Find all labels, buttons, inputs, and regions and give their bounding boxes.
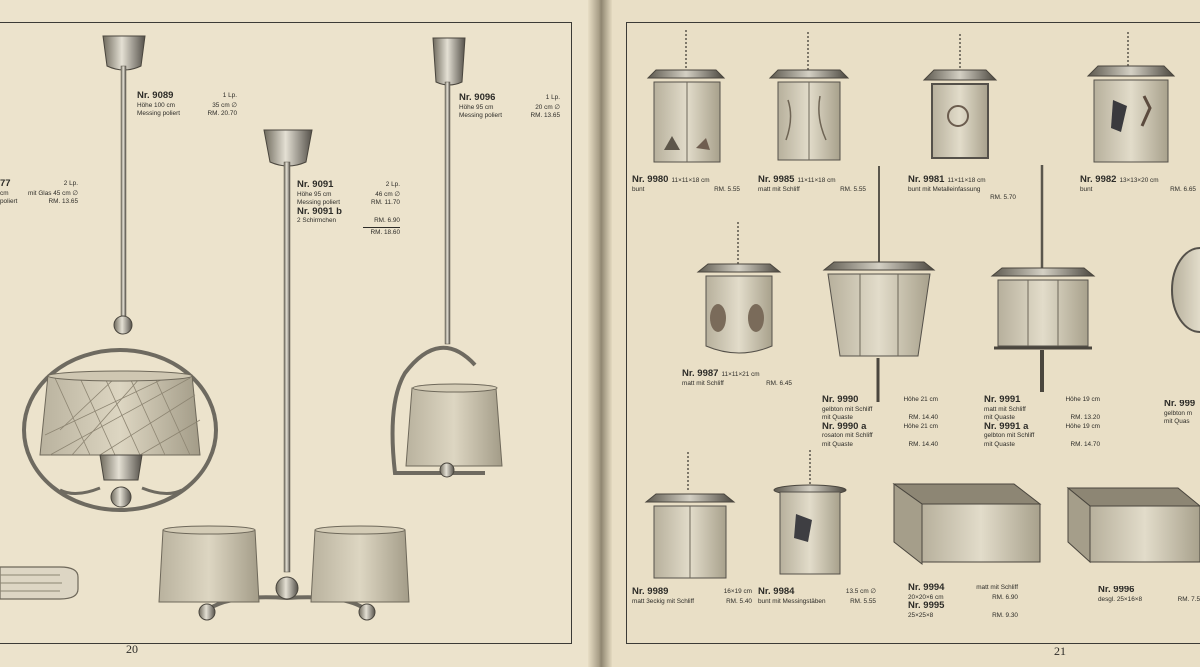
- height-spec: Höhe 21 cm: [903, 422, 938, 430]
- item-number: 77: [0, 178, 11, 189]
- size-spec: 13×13×20 cm: [1119, 177, 1159, 184]
- partial-lamp-illustration: [0, 567, 78, 599]
- price: RM. 14.40: [908, 440, 938, 448]
- variant-spec: 2 Schirmchen: [297, 217, 337, 225]
- book-gutter: [588, 0, 612, 667]
- description: gelbton mit Schliff: [822, 405, 873, 413]
- item-number: Nr. 999: [1164, 400, 1196, 409]
- caption-9991: [984, 396, 1100, 450]
- caption-9096: [459, 94, 560, 121]
- item-number: Nr. 9984: [758, 586, 795, 597]
- description: gelbton m: [1164, 409, 1193, 417]
- diameter-spec: 46 cm ∅: [375, 190, 400, 198]
- diameter-spec: 20 cm ∅: [535, 103, 560, 111]
- size-spec: 11×11×18 cm: [947, 177, 986, 184]
- right-page: [598, 0, 1200, 667]
- lantern-9985-illustration: [770, 32, 848, 160]
- total-price: RM. 18.60: [370, 228, 400, 236]
- ceiling-lamp-9994-illustration: [894, 484, 1040, 564]
- caption-9987: [682, 370, 792, 388]
- item-number: Nr. 9096: [459, 92, 496, 103]
- lantern-9981-illustration: [924, 34, 996, 158]
- lantern-9984-illustration: [774, 450, 846, 574]
- caption-9091: [297, 181, 400, 238]
- item-number-variant: Nr. 9091 b: [297, 205, 342, 217]
- price: RM. 13.20: [1070, 414, 1100, 422]
- price: RM. 5.55: [714, 185, 740, 193]
- description: rosaton mit Schliff: [822, 432, 873, 440]
- description: matt mit Schliff: [758, 185, 800, 193]
- variant-price: RM. 6.90: [374, 217, 400, 225]
- description: bunt mit Messingstäben: [758, 597, 826, 605]
- caption-9989: [632, 588, 752, 606]
- caption-9984: [758, 588, 876, 606]
- price: RM. 6.45: [766, 379, 792, 387]
- ceiling-lamp-9996-illustration: [1068, 488, 1200, 562]
- material-spec: Messing poliert: [459, 112, 502, 120]
- price: RM. 6.65: [1170, 185, 1196, 193]
- material-spec: Messing poliert: [137, 110, 180, 118]
- size-spec: 13.5 cm ∅: [845, 588, 876, 595]
- lantern-9987-illustration: [698, 222, 780, 353]
- lantern-9980-illustration: [648, 30, 724, 162]
- caption-999-partial: [1164, 400, 1200, 427]
- price: RM. 20.70: [207, 110, 237, 118]
- height-spec: Höhe 19 cm: [1065, 422, 1100, 430]
- item-number-9995: Nr. 9995: [908, 600, 945, 612]
- item-number: Nr. 9994: [908, 582, 945, 593]
- lantern-9982-illustration: [1088, 32, 1174, 162]
- price: RM. 6.90: [992, 593, 1018, 601]
- caption-9982: [1080, 176, 1196, 194]
- size-spec-9995: 25×25×8: [908, 611, 934, 619]
- bulb-count: 1 Lp.: [545, 94, 560, 101]
- height-spec: Höhe 21 cm: [903, 396, 938, 403]
- price: RM. 5.40: [726, 597, 752, 605]
- item-number: Nr. 9996: [1098, 586, 1135, 595]
- bulb-count: 1 Lp.: [222, 92, 237, 99]
- diameter-spec: 35 cm ∅: [212, 101, 237, 109]
- description-extra: mit Quaste: [984, 414, 1015, 422]
- height-spec: cm: [0, 189, 9, 197]
- price: RM. 13.65: [48, 198, 78, 206]
- material-spec: poliert: [0, 198, 18, 206]
- size-spec: 20×20×6 cm: [908, 593, 944, 601]
- caption-9990: [822, 396, 938, 450]
- description: gelbton mit Schliff: [984, 432, 1035, 440]
- item-number: Nr. 9981: [908, 174, 945, 185]
- description: bunt: [1080, 185, 1093, 193]
- description: bunt: [632, 185, 645, 193]
- price: RM. 13.65: [530, 112, 560, 120]
- item-number: Nr. 9089: [137, 90, 174, 101]
- partial-lantern-illustration: [1172, 248, 1200, 332]
- price-9995: RM. 9.30: [992, 611, 1018, 619]
- item-number: Nr. 9991: [984, 394, 1021, 405]
- item-number: Nr. 9091: [297, 179, 334, 190]
- item-number: Nr. 9985: [758, 174, 795, 185]
- height-spec: Höhe 100 cm: [137, 101, 176, 109]
- height-spec: Höhe 19 cm: [1065, 396, 1100, 403]
- bulb-count: 2 Lp.: [385, 181, 400, 188]
- description: matt mit Schliff: [984, 405, 1026, 413]
- description: matt mit Schliff: [682, 379, 724, 387]
- price: RM. 5.55: [840, 185, 866, 193]
- description-extra: mit Quaste: [984, 440, 1015, 448]
- page-number-right: 21: [1054, 644, 1066, 658]
- price: RM. 14.40: [908, 414, 938, 422]
- diameter-spec: mit Glas 45 cm ∅: [28, 189, 78, 197]
- description: matt 3eckig mit Schliff: [632, 597, 695, 605]
- size-spec: 11×11×18 cm: [671, 177, 710, 184]
- price: RM. 5.70: [990, 194, 1016, 202]
- description-extra: mit Quaste: [822, 440, 853, 448]
- price: RM. 14.70: [1070, 440, 1100, 448]
- page-number-left: 20: [126, 642, 138, 656]
- size-spec: 11×11×21 cm: [721, 371, 760, 378]
- description-extra: mit Quaste: [822, 414, 853, 422]
- size-spec: 11×11×18 cm: [797, 177, 836, 184]
- right-page-lantern-illustrations: [598, 0, 1200, 667]
- height-spec: Höhe 95 cm: [297, 190, 332, 198]
- lantern-9989-illustration: [646, 452, 734, 578]
- price: RM. 7.5: [1177, 595, 1200, 603]
- caption-9981: [908, 176, 1016, 203]
- caption-9980: [632, 176, 740, 194]
- item-number: Nr. 9990: [822, 394, 859, 405]
- price: RM. 11.70: [370, 199, 400, 207]
- item-number: Nr. 9982: [1080, 174, 1117, 185]
- caption-partial-77: [0, 180, 78, 207]
- item-number-variant: Nr. 9990 a: [822, 420, 867, 432]
- item-number: Nr. 9989: [632, 586, 669, 597]
- caption-9994: [908, 584, 1018, 620]
- description: desgl. 25×16×8: [1098, 595, 1143, 603]
- description-extra: mit Quas: [1164, 418, 1190, 426]
- size-spec: 16×19 cm: [723, 588, 752, 595]
- description: matt mit Schliff: [976, 584, 1018, 591]
- price: RM. 5.55: [850, 597, 876, 605]
- height-spec: Höhe 95 cm: [459, 103, 494, 111]
- material-spec: Messing poliert: [297, 199, 340, 207]
- item-number: Nr. 9987: [682, 368, 719, 379]
- caption-9985: [758, 176, 866, 194]
- bulb-count: 2 Lp.: [63, 180, 78, 187]
- description: bunt mit Metalleinfassung: [908, 185, 981, 193]
- caption-9996: [1098, 586, 1200, 604]
- item-number: Nr. 9980: [632, 174, 669, 185]
- item-number-variant: Nr. 9991 a: [984, 420, 1029, 432]
- caption-9089: [137, 92, 237, 119]
- left-page: [0, 0, 598, 667]
